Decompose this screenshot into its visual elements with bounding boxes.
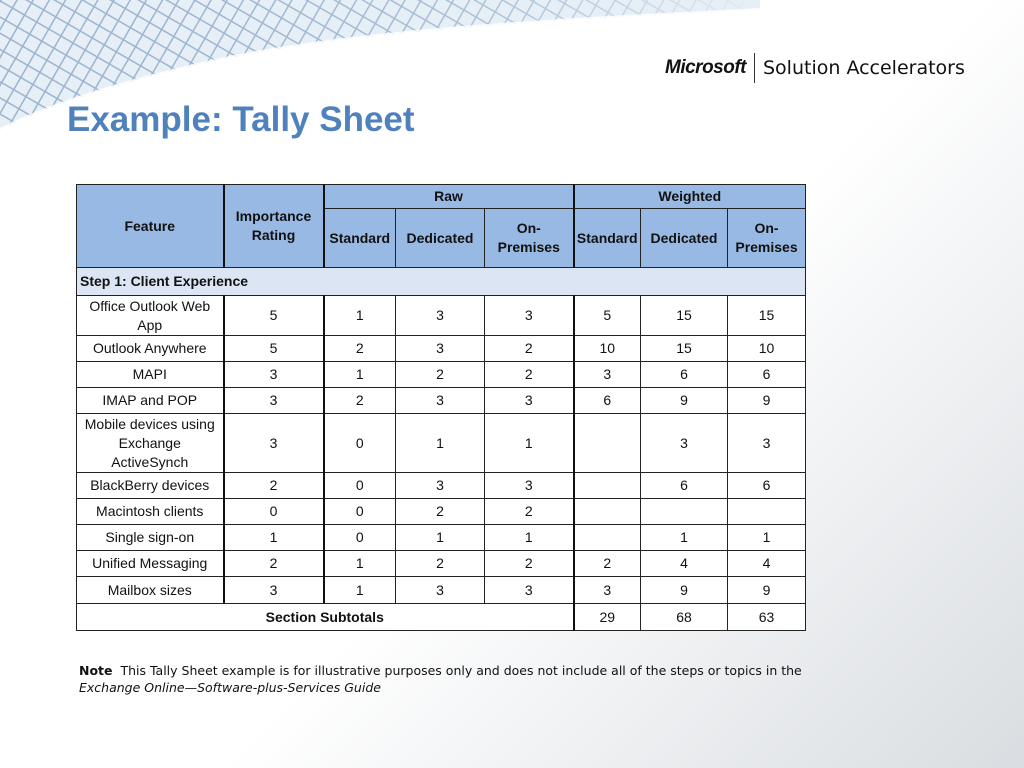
cell-weighted-on-premises: 4 xyxy=(728,551,806,577)
cell-weighted-on-premises: 1 xyxy=(728,525,806,551)
cell-importance: 5 xyxy=(224,336,324,362)
note-guide-title: Exchange Online—Software-plus-Services Guide xyxy=(79,680,381,695)
cell-raw-dedicated: 3 xyxy=(396,577,485,604)
cell-weighted-standard xyxy=(574,473,641,499)
cell-weighted-standard: 3 xyxy=(574,577,641,604)
subtotal-weighted-standard: 29 xyxy=(574,604,641,631)
cell-raw-standard: 0 xyxy=(324,525,396,551)
cell-weighted-dedicated: 15 xyxy=(641,336,728,362)
header-raw-standard: Standard xyxy=(324,209,396,268)
cell-importance: 0 xyxy=(224,499,324,525)
cell-weighted-dedicated: 6 xyxy=(641,473,728,499)
table-row xyxy=(77,414,806,473)
cell-feature: IMAP and POP xyxy=(77,388,224,414)
cell-weighted-on-premises: 9 xyxy=(728,577,806,604)
cell-weighted-standard: 10 xyxy=(574,336,641,362)
header-raw: Raw xyxy=(324,185,574,209)
cell-raw-on-premises: 1 xyxy=(485,525,574,551)
page-title: Example: Tally Sheet xyxy=(67,100,415,139)
section-label: Step 1: Client Experience xyxy=(77,268,806,296)
cell-raw-on-premises: 3 xyxy=(485,473,574,499)
header-weighted-dedicated: Dedicated xyxy=(641,209,728,268)
cell-weighted-dedicated: 15 xyxy=(641,296,728,336)
cell-raw-on-premises: 3 xyxy=(485,388,574,414)
cell-feature: Office Outlook Web App xyxy=(77,296,224,336)
cell-raw-on-premises: 1 xyxy=(485,414,574,473)
cell-importance: 3 xyxy=(224,414,324,473)
cell-weighted-dedicated: 1 xyxy=(641,525,728,551)
cell-raw-standard: 2 xyxy=(324,388,396,414)
table-row xyxy=(77,296,806,336)
logo-divider xyxy=(754,53,755,83)
table-row xyxy=(77,336,806,362)
cell-weighted-dedicated: 9 xyxy=(641,388,728,414)
cell-raw-dedicated: 2 xyxy=(396,362,485,388)
cell-raw-standard: 1 xyxy=(324,551,396,577)
cell-weighted-on-premises: 15 xyxy=(728,296,806,336)
cell-feature: MAPI xyxy=(77,362,224,388)
subtotal-weighted-on-premises: 63 xyxy=(728,604,806,631)
table-row xyxy=(77,525,806,551)
subtotals-row xyxy=(77,604,806,631)
cell-weighted-standard: 5 xyxy=(574,296,641,336)
cell-weighted-standard: 3 xyxy=(574,362,641,388)
cell-feature: Outlook Anywhere xyxy=(77,336,224,362)
table-row xyxy=(77,473,806,499)
cell-feature: Single sign-on xyxy=(77,525,224,551)
cell-raw-standard: 1 xyxy=(324,577,396,604)
cell-raw-on-premises: 3 xyxy=(485,577,574,604)
cell-feature: Mobile devices using Exchange ActiveSynch xyxy=(77,414,224,473)
subtotal-weighted-dedicated: 68 xyxy=(641,604,728,631)
cell-feature: BlackBerry devices xyxy=(77,473,224,499)
cell-raw-standard: 0 xyxy=(324,473,396,499)
table-row xyxy=(77,551,806,577)
logo-suffix: Solution Accelerators xyxy=(763,57,965,79)
cell-weighted-on-premises: 6 xyxy=(728,473,806,499)
tally-sheet-table xyxy=(76,184,806,631)
cell-raw-dedicated: 3 xyxy=(396,336,485,362)
cell-weighted-on-premises: 9 xyxy=(728,388,806,414)
cell-raw-dedicated: 2 xyxy=(396,499,485,525)
cell-importance: 3 xyxy=(224,388,324,414)
cell-raw-dedicated: 3 xyxy=(396,388,485,414)
cell-raw-standard: 1 xyxy=(324,296,396,336)
section-row xyxy=(77,268,806,296)
cell-raw-on-premises: 3 xyxy=(485,296,574,336)
table-row xyxy=(77,499,806,525)
cell-weighted-standard: 6 xyxy=(574,388,641,414)
table-row xyxy=(77,362,806,388)
microsoft-logo xyxy=(665,52,965,84)
cell-weighted-dedicated xyxy=(641,499,728,525)
footnote xyxy=(79,662,819,696)
cell-weighted-standard: 2 xyxy=(574,551,641,577)
header-weighted: Weighted xyxy=(574,185,806,209)
cell-weighted-standard xyxy=(574,414,641,473)
header-raw-on-premises: On-Premises xyxy=(485,209,574,268)
cell-raw-on-premises: 2 xyxy=(485,551,574,577)
cell-raw-standard: 2 xyxy=(324,336,396,362)
cell-raw-dedicated: 3 xyxy=(396,296,485,336)
header-importance: Importance Rating xyxy=(224,185,324,268)
note-text: This Tally Sheet example is for illustrative purposes only and does not include all of the steps or topics in the xyxy=(120,663,802,678)
cell-weighted-dedicated: 9 xyxy=(641,577,728,604)
cell-weighted-dedicated: 6 xyxy=(641,362,728,388)
cell-raw-on-premises: 2 xyxy=(485,362,574,388)
subtotals-label: Section Subtotals xyxy=(77,604,574,631)
table-row xyxy=(77,388,806,414)
table-row xyxy=(77,577,806,604)
cell-raw-on-premises: 2 xyxy=(485,336,574,362)
cell-raw-dedicated: 1 xyxy=(396,525,485,551)
cell-weighted-on-premises: 3 xyxy=(728,414,806,473)
cell-importance: 2 xyxy=(224,551,324,577)
logo-brand: Microsoft xyxy=(665,57,746,78)
cell-weighted-standard xyxy=(574,499,641,525)
cell-raw-dedicated: 3 xyxy=(396,473,485,499)
cell-raw-standard: 0 xyxy=(324,499,396,525)
header-raw-dedicated: Dedicated xyxy=(396,209,485,268)
cell-weighted-on-premises: 10 xyxy=(728,336,806,362)
note-label: Note xyxy=(79,663,113,678)
cell-weighted-on-premises xyxy=(728,499,806,525)
header-feature: Feature xyxy=(77,185,224,268)
cell-weighted-on-premises: 6 xyxy=(728,362,806,388)
cell-raw-dedicated: 1 xyxy=(396,414,485,473)
cell-importance: 3 xyxy=(224,577,324,604)
cell-feature: Macintosh clients xyxy=(77,499,224,525)
cell-raw-standard: 1 xyxy=(324,362,396,388)
cell-importance: 1 xyxy=(224,525,324,551)
cell-importance: 2 xyxy=(224,473,324,499)
cell-raw-dedicated: 2 xyxy=(396,551,485,577)
cell-weighted-dedicated: 3 xyxy=(641,414,728,473)
header-weighted-standard: Standard xyxy=(574,209,641,268)
header-weighted-on-premises: On-Premises xyxy=(728,209,806,268)
cell-raw-standard: 0 xyxy=(324,414,396,473)
cell-feature: Mailbox sizes xyxy=(77,577,224,604)
cell-feature: Unified Messaging xyxy=(77,551,224,577)
cell-raw-on-premises: 2 xyxy=(485,499,574,525)
cell-weighted-dedicated: 4 xyxy=(641,551,728,577)
cell-importance: 5 xyxy=(224,296,324,336)
cell-importance: 3 xyxy=(224,362,324,388)
cell-weighted-standard xyxy=(574,525,641,551)
